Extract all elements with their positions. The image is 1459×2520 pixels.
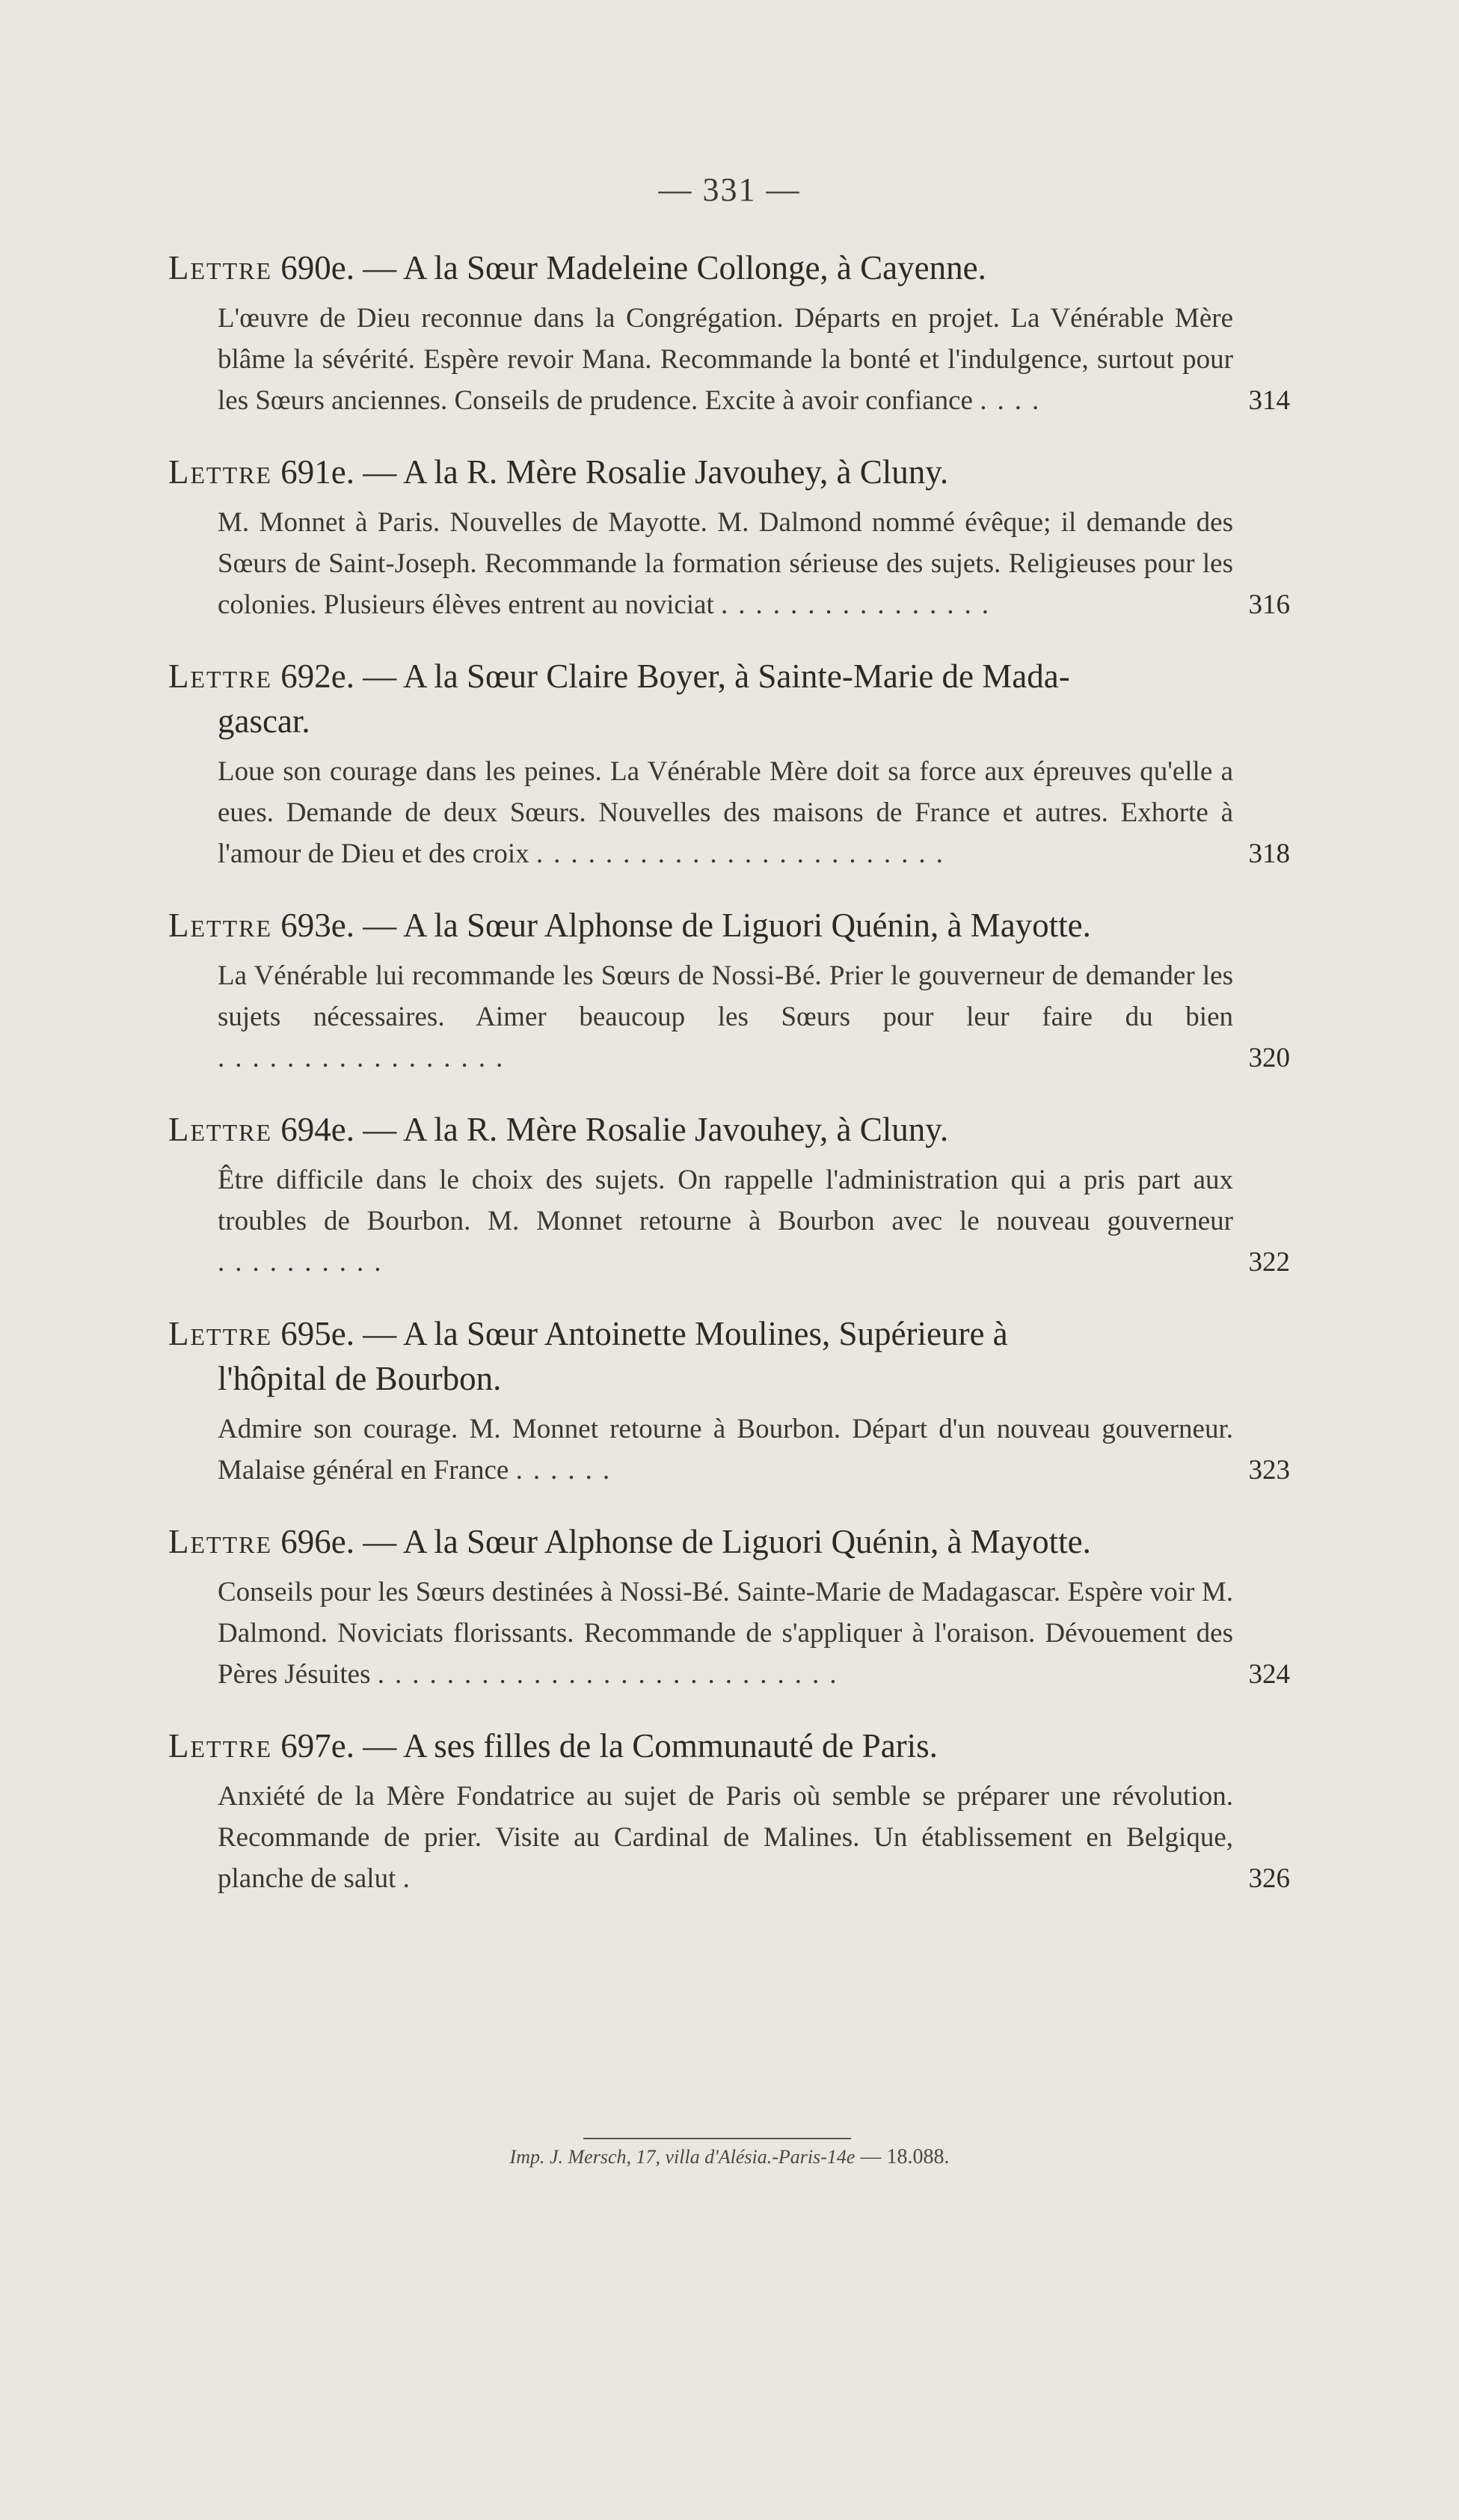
page-number: — 331 —	[658, 171, 801, 208]
letter-label: Lettre	[168, 657, 273, 695]
letter-recipient: — A la Sœur Alphonse de Liguori Quénin, à Mayotte.	[363, 907, 1091, 944]
letter-number: 692e.	[280, 657, 355, 695]
summary-text: L'œuvre de Dieu reconnue dans la Congrégation. Départs en projet. La Vénérable Mère blâme la sévérité. Espère revoir Mana. Recommande la bonté et l'indulgence, surtout pour les Sœurs anciennes. Conseils de prudence. Excite à avoir confiance	[218, 303, 1233, 416]
summary-text: Anxiété de la Mère Fondatrice au sujet de Paris où semble se préparer une révolution. Recommande de prier. Visite au Cardinal de Malines. Un établissement en Belgique, planche de salut	[218, 1781, 1233, 1894]
letter-entry	[168, 654, 1290, 874]
letter-entry	[168, 1723, 1290, 1899]
letter-label: Lettre	[168, 907, 273, 944]
page-reference: 322	[1248, 1247, 1290, 1278]
letter-label: Lettre	[168, 1111, 273, 1148]
letter-entry	[168, 245, 1290, 421]
letter-number: 690e.	[280, 249, 355, 286]
page-reference: 316	[1248, 589, 1290, 620]
page-reference: 326	[1248, 1863, 1290, 1894]
letter-heading	[168, 245, 1290, 290]
page-reference: 318	[1248, 839, 1290, 869]
summary-text: La Vénérable lui recommande les Sœurs de Nossi-Bé. Prier le gouverneur de demander les sujets nécessaires. Aimer beaucoup les Sœurs pour leur faire du bien	[218, 960, 1233, 1032]
letter-recipient: — A la Sœur Madeleine Collonge, à Cayenne.	[363, 249, 986, 286]
table-of-contents	[168, 245, 1290, 1928]
letter-recipient: — A la R. Mère Rosalie Javouhey, à Cluny.	[363, 453, 949, 491]
printer-imprint	[0, 2145, 1459, 2169]
letter-entry	[168, 1311, 1290, 1491]
leader-dots: .................	[218, 1043, 514, 1073]
letter-summary	[218, 751, 1290, 874]
letter-heading	[168, 1107, 1290, 1152]
letter-number: 697e.	[280, 1727, 355, 1765]
page-reference: 324	[1248, 1659, 1290, 1690]
letter-summary	[218, 1572, 1290, 1695]
leader-dots: ........................	[535, 839, 953, 869]
summary-text: M. Monnet à Paris. Nouvelles de Mayotte. M. Dalmond nommé évêque; il demande des Sœurs de Saint-Joseph. Recommande la formation sérieuse des sujets. Religieuses pour les colonies. Plusieurs élèves entrent au noviciat	[218, 507, 1233, 620]
letter-number: 694e.	[280, 1111, 355, 1148]
letter-heading	[168, 654, 1290, 744]
footer-rule	[583, 2138, 851, 2139]
letter-summary	[218, 1408, 1290, 1491]
letter-entry	[168, 1107, 1290, 1283]
letter-number: 693e.	[280, 907, 355, 944]
letter-number: 695e.	[280, 1315, 355, 1352]
summary-text: Admire son courage. M. Monnet retourne à Bourbon. Départ d'un nouveau gouverneur. Malaise général en France	[218, 1414, 1233, 1486]
print-reference: — 18.088.	[860, 2145, 950, 2168]
letter-recipient: — A la Sœur Antoinette Moulines, Supérieure à	[363, 1315, 1008, 1352]
letter-entry	[168, 450, 1290, 625]
letter-recipient: — A la Sœur Claire Boyer, à Sainte-Marie de Mada-	[363, 657, 1070, 695]
letter-recipient: — A ses filles de la Communauté de Paris.	[363, 1727, 938, 1765]
letter-summary	[218, 502, 1290, 625]
letter-summary	[218, 1776, 1290, 1899]
letter-label: Lettre	[168, 249, 273, 286]
letter-label: Lettre	[168, 1523, 273, 1560]
letter-entry	[168, 903, 1290, 1079]
summary-text: Conseils pour les Sœurs destinées à Nossi-Bé. Sainte-Marie de Madagascar. Espère voir M. Dalmond. Noviciats florissants. Recommande de s'appliquer à l'oraison. Dévouement des Pères Jésuites	[218, 1577, 1233, 1690]
letter-heading	[168, 1519, 1290, 1564]
letter-heading	[168, 450, 1290, 494]
letter-recipient: — A la Sœur Alphonse de Liguori Quénin, à Mayotte.	[363, 1523, 1091, 1560]
leader-dots: .	[402, 1863, 420, 1894]
letter-heading	[168, 903, 1290, 948]
letter-number: 691e.	[280, 453, 355, 491]
leader-dots: ..........	[218, 1247, 392, 1278]
letter-summary	[218, 298, 1290, 421]
letter-label: Lettre	[168, 453, 273, 491]
leader-dots: ................	[721, 589, 1000, 620]
page-reference: 323	[1248, 1455, 1290, 1486]
letter-recipient-continued: gascar.	[218, 702, 310, 740]
leader-dots: ......	[515, 1455, 621, 1486]
page-reference: 314	[1248, 385, 1290, 416]
letter-label: Lettre	[168, 1315, 273, 1352]
letter-heading	[168, 1311, 1290, 1401]
leader-dots: ....	[980, 385, 1050, 416]
letter-label: Lettre	[168, 1727, 273, 1765]
imprint-text: Imp. J. Mersch, 17, villa d'Alésia.-Paris-14e	[509, 2146, 856, 2168]
letter-number: 696e.	[280, 1523, 355, 1560]
letter-entry	[168, 1519, 1290, 1695]
letter-summary	[218, 1159, 1290, 1283]
letter-heading	[168, 1723, 1290, 1768]
page-reference: 320	[1248, 1043, 1290, 1073]
letter-summary	[218, 955, 1290, 1079]
leader-dots: ...........................	[377, 1659, 847, 1690]
summary-text: Être difficile dans le choix des sujets. On rappelle l'administration qui a pris part aux troubles de Bourbon. M. Monnet retourne à Bourbon avec le nouveau gouverneur	[218, 1165, 1233, 1236]
letter-recipient-continued: l'hôpital de Bourbon.	[218, 1360, 502, 1397]
summary-text: Loue son courage dans les peines. La Vénérable Mère doit sa force aux épreuves qu'elle a eues. Demande de deux Sœurs. Nouvelles des maisons de France et autres. Exhorte à l'amour de Dieu et des croix	[218, 756, 1233, 869]
letter-recipient: — A la R. Mère Rosalie Javouhey, à Cluny.	[363, 1111, 949, 1148]
